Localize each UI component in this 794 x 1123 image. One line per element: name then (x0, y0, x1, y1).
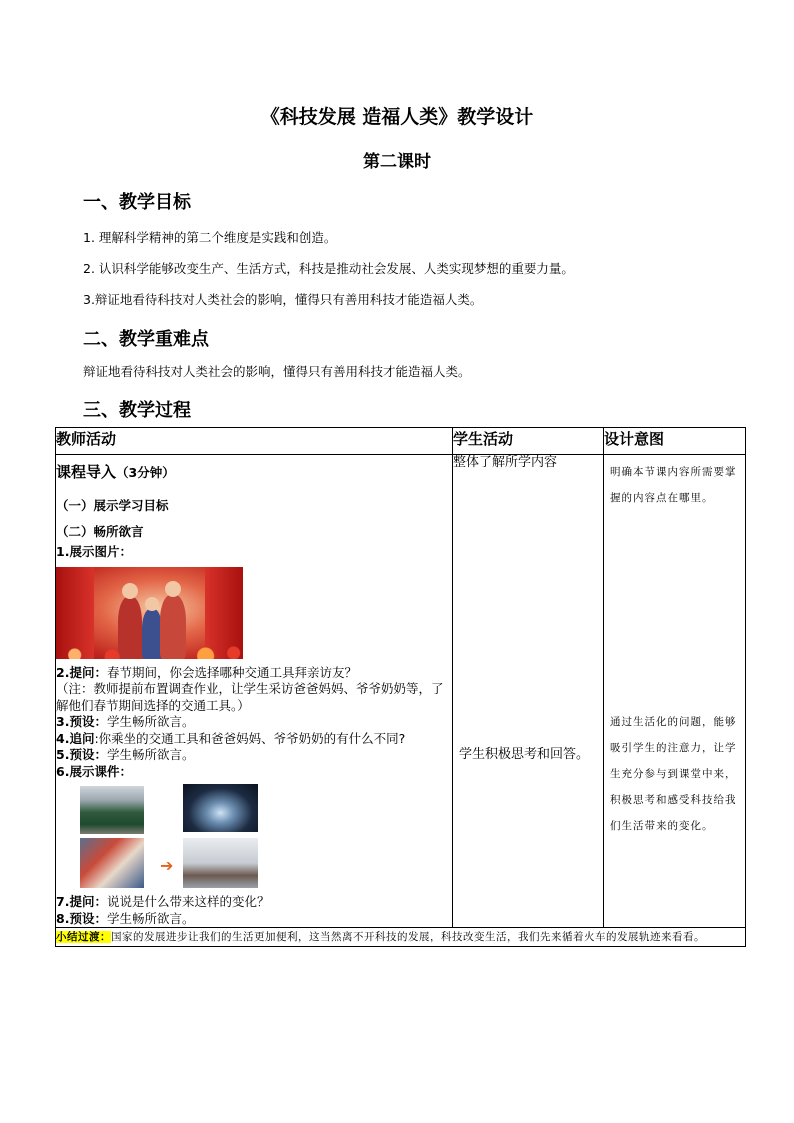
table-header-row (56, 428, 746, 455)
list-item (56, 911, 452, 928)
goal-item: 2. 认识科学能够改变生产、生活方式，科技是推动社会发展、人类实现梦想的重要力量。 (83, 261, 574, 276)
design-intent-cell (604, 455, 746, 928)
sub-heading: （二）畅所欲言 (56, 524, 144, 539)
list-item: 1.展示图片： (56, 544, 132, 559)
section-heading-key: 二、教学重难点 (83, 329, 209, 350)
list-item (56, 731, 452, 748)
spring-festival-family-image (56, 567, 243, 659)
item-text: :你乘坐的交通工具和爸爸妈妈、爷爷奶奶的有什么不同? (94, 730, 406, 746)
header-teacher: 教师活动 (56, 428, 453, 455)
page-subtitle: 第二课时 (363, 152, 431, 172)
figure-head (145, 597, 159, 611)
header-design: 设计意图 (604, 428, 746, 455)
figure-head (122, 583, 138, 599)
teacher-activity-cell (56, 455, 453, 928)
intro-heading-time: （3分钟） (116, 465, 175, 480)
goal-item: 1. 理解科学精神的第二个维度是实践和创造。 (83, 230, 337, 245)
design-intent-2: 通过生活化的问题，能够吸引学生的注意力，让学生充分参与到课堂中来，积极思考和感受科技给我们生活带来的变化。 (610, 716, 737, 832)
list-item (56, 747, 452, 764)
table-row (56, 455, 746, 928)
note-text: （注：教师提前布置调查作业，让学生采访爸爸妈妈、爷爷奶奶等，了解他们春节期间选择的交通工具。） (56, 681, 444, 713)
intro-heading-text: 课程导入 (56, 463, 117, 481)
item-text: 说说是什么带来这样的变化？ (106, 894, 270, 909)
item-label: 8.预设： (56, 910, 107, 926)
summary-text: 国家的发展进步让我们的生活更加便利，这当然离不开科技的发展，科技改变生活，我们先来循着火车的发展轨迹来看看。 (111, 931, 705, 943)
item-label: 7.提问： (56, 894, 107, 909)
old-train-image (80, 786, 144, 834)
item-text: 学生畅所欲言。 (106, 714, 195, 729)
section-heading-process: 三、教学过程 (83, 400, 191, 421)
student-activity-1: 整体了解所学内容 (453, 455, 558, 470)
courseware-images (56, 784, 452, 890)
item-label: 2.提问： (56, 664, 107, 680)
item-label: 5.预设： (56, 747, 107, 762)
student-activity-2: 学生积极思考和回答。 (459, 747, 590, 762)
item-label: 4.追问 (56, 730, 95, 746)
sub-heading: （一）展示学习目标 (56, 498, 169, 513)
key-text: 辩证地看待科技对人类社会的影响，懂得只有善用科技才能造福人类。 (83, 364, 471, 379)
crowded-train-image (80, 838, 144, 888)
list-item (56, 894, 452, 911)
arrow-right-icon: ➔ (160, 856, 174, 875)
design-intent-1: 明确本节课内容所需要掌握的内容点在哪里。 (610, 466, 737, 504)
lesson-table (55, 427, 746, 947)
list-item (56, 714, 452, 731)
figure-head (165, 581, 181, 597)
item-text: 学生畅所欲言。 (106, 747, 195, 762)
goal-item: 3.辩证地看待科技对人类社会的影响，懂得只有善用科技才能造福人类。 (83, 292, 483, 307)
high-speed-rail-image (183, 784, 258, 832)
section-heading-goals: 一、教学目标 (83, 192, 191, 213)
item-text: 春节期间，你会选择哪种交通工具拜亲访友？ (106, 664, 357, 680)
summary-row (56, 928, 746, 947)
student-activity-cell (453, 455, 604, 928)
list-item: 6.展示课件： (56, 763, 132, 779)
page-title: 《科技发展 造福人类》教学设计 (260, 106, 534, 128)
intro-heading (56, 461, 452, 482)
summary-label: 小结过渡： (56, 931, 111, 943)
item-text: 学生畅所欲言。 (106, 910, 195, 926)
item-label: 3.预设： (56, 714, 107, 729)
modern-station-image (183, 838, 258, 888)
list-item (56, 665, 452, 682)
header-student: 学生活动 (453, 428, 604, 455)
flowers-decoration (56, 639, 243, 659)
summary-cell (56, 928, 746, 947)
